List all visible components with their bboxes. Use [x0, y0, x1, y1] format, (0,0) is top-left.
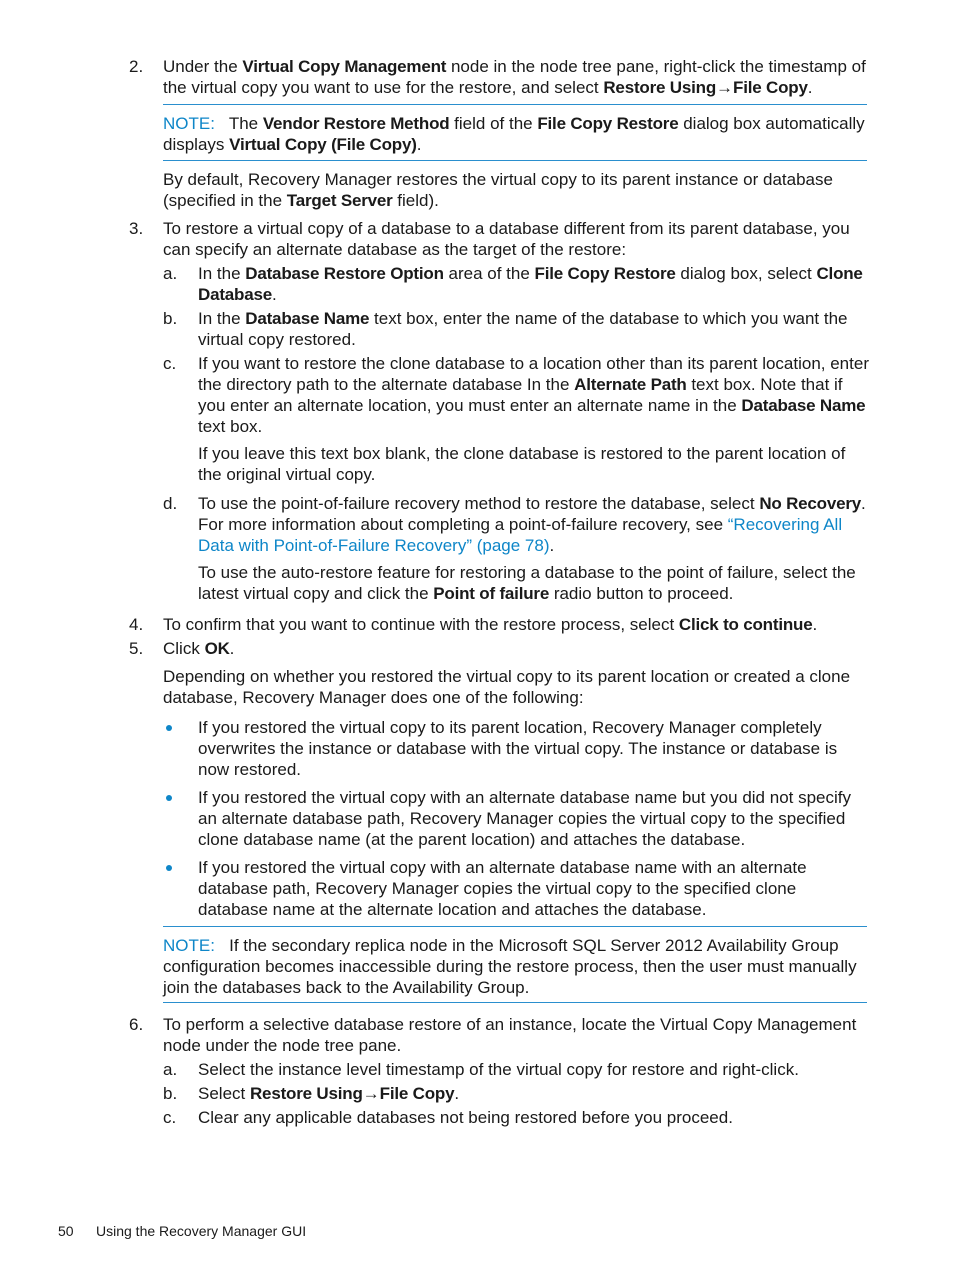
footer-title: Using the Recovery Manager GUI [96, 1223, 307, 1239]
bullet-marker [166, 725, 172, 731]
bullet-marker [166, 865, 172, 871]
step-3c-paragraph-2: If you leave this text box blank, the clone database is restored to the parent location of the original virtual copy. [198, 444, 846, 484]
note-2: NOTE: If the secondary replica node in the Microsoft SQL Server 2012 Availability Group configuration becomes inaccessible during the restore process, then the user must manually join the databases back to the Availability Group. [163, 936, 862, 997]
substep-letter: b. [163, 309, 178, 328]
note-1: NOTE: The Vendor Restore Method field of the File Copy Restore dialog box automatically displays Virtual Copy (File Copy). [163, 114, 865, 154]
note-top-rule [163, 926, 867, 927]
step-3d-paragraph-2: To use the auto-restore feature for restoring a database to the point of failure, select the latest virtual copy and click the Point of failure radio button to proceed. [198, 563, 856, 603]
step-3d-text: To use the point-of-failure recovery method to restore the database, select No Recovery. For more information about completing a point-of-failure recovery, see “Recovering All Data with Point-of-Failure Recovery” (page 78). [198, 494, 866, 555]
step-3b-text: In the Database Name text box, enter the name of the database to which you want the virtual copy restored. [198, 309, 848, 349]
step-5-paragraph-2: Depending on whether you restored the virtual copy to its parent location or created a clone database, Recovery Manager does one of the following: [163, 667, 851, 707]
step-number: 3. [129, 219, 144, 238]
bullet-marker [166, 795, 172, 801]
step-6-text: To perform a selective database restore of an instance, locate the Virtual Copy Management node under the node tree pane. [163, 1015, 857, 1055]
step-6b-text: Select Restore Using→File Copy. [198, 1084, 460, 1103]
step-6c-text: Clear any applicable databases not being restored before you proceed. [198, 1108, 733, 1127]
cross-reference-link[interactable]: “Recovering All Data with Point-of-Failure Recovery” (page 78) [198, 515, 843, 555]
note-bottom-rule [163, 1002, 867, 1003]
step-3c-text: If you want to restore the clone database to a location other than its parent location, enter the directory path to the alternate database In the Alternate Path text box. Note that if you enter an alternate location, you must enter an alternate name in the Database Name text box. [198, 354, 869, 436]
bullet-item: If you restored the virtual copy with an alternate database name with an alternate database path, Recovery Manager copies the virtual copy to the specified clone database name at the alternate location and attaches the database. [198, 858, 807, 919]
substep-letter: c. [163, 354, 177, 373]
substep-letter: b. [163, 1084, 178, 1103]
bullet-item: If you restored the virtual copy with an alternate database name but you did not specify an alternate database path, Recovery Manager copies the virtual copy to the specified clone database name (at the parent location) and attaches the database. [198, 788, 851, 849]
step-4-text: To confirm that you want to continue with the restore process, select Click to continue. [163, 615, 818, 634]
substep-letter: c. [163, 1108, 177, 1127]
step-5-text: Click OK. [163, 639, 235, 658]
substep-letter: d. [163, 494, 178, 513]
substep-letter: a. [163, 264, 178, 283]
step-2-text: Under the Virtual Copy Management node in the node tree pane, right-click the timestamp of the virtual copy you want to use for the restore, and select Restore Using→File Copy. [163, 57, 866, 97]
note-label: NOTE: [163, 936, 215, 955]
step-number: 4. [129, 615, 144, 634]
substep-letter: a. [163, 1060, 178, 1079]
step-number: 6. [129, 1015, 144, 1034]
step-number: 2. [129, 57, 144, 76]
step-3a-text: In the Database Restore Option area of the File Copy Restore dialog box, select Clone Database. [198, 264, 863, 304]
page-number: 50 [58, 1223, 74, 1239]
default-paragraph: By default, Recovery Manager restores the virtual copy to its parent instance or database (specified in the Target Server field). [163, 170, 833, 210]
step-3-text: To restore a virtual copy of a database to a database different from its parent database, you can specify an alternate database as the target of the restore: [163, 219, 850, 259]
bullet-item: If you restored the virtual copy to its parent location, Recovery Manager completely overwrites the instance or database with the virtual copy. The instance or database is now restored. [198, 718, 838, 779]
note-bottom-rule [163, 160, 867, 161]
step-number: 5. [129, 639, 144, 658]
note-label: NOTE: [163, 114, 215, 133]
step-6a-text: Select the instance level timestamp of the virtual copy for restore and right-click. [198, 1060, 799, 1079]
note-top-rule [163, 104, 867, 105]
